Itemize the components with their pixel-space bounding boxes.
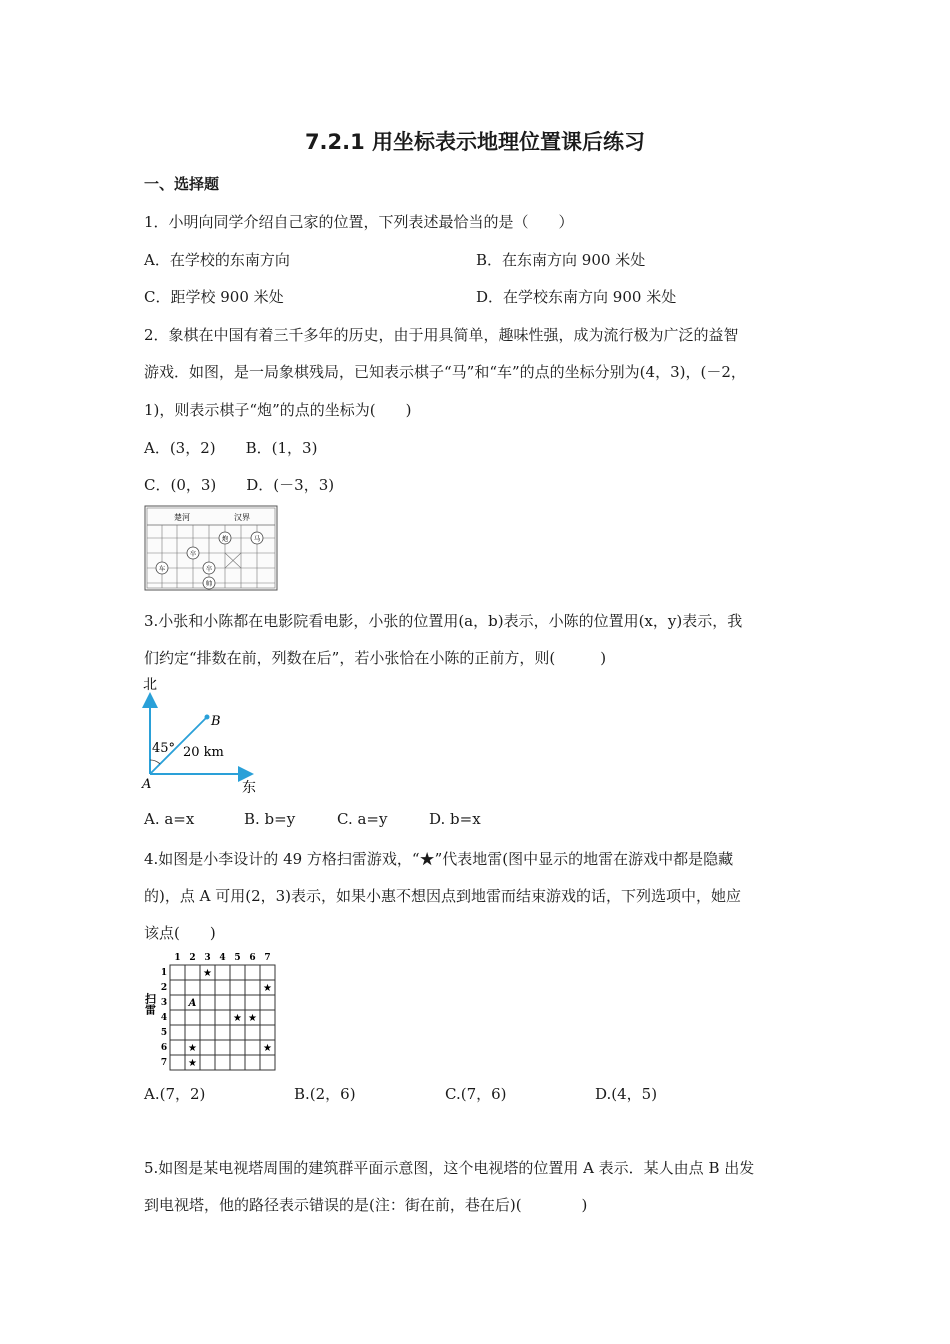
mine-star: ★ <box>263 1043 272 1054</box>
mine-star: ★ <box>188 1043 197 1054</box>
mine-star: ★ <box>188 1058 197 1069</box>
q5-line1: 5.如图是某电视塔周围的建筑群平面示意图，这个电视塔的位置用 A 表示．某人由点 B 出发 <box>144 1159 755 1177</box>
row-label-5: 5 <box>160 1028 168 1038</box>
section-heading: 一、选择题 <box>144 175 220 193</box>
q3-option-b: B. b=y <box>244 810 296 828</box>
point-a-label: A <box>142 777 152 792</box>
north-label: 北 <box>143 677 157 693</box>
piece-pao-label: 炮 <box>221 534 229 543</box>
col-label-3: 3 <box>204 953 211 963</box>
point-b-label: B <box>211 714 221 729</box>
col-label-7: 7 <box>264 953 271 963</box>
q4-line3: 该点( ) <box>144 924 216 942</box>
col-label-1: 1 <box>174 953 181 963</box>
piece-che-label: 车 <box>158 564 166 573</box>
q2-line3: 1)，则表示棋子“炮”的点的坐标为( ) <box>144 401 412 419</box>
row-label-6: 6 <box>160 1043 168 1053</box>
row-label-4: 4 <box>160 1013 168 1023</box>
q3-option-c: C. a=y <box>337 810 388 828</box>
col-label-6: 6 <box>249 953 256 963</box>
east-label: 东 <box>242 780 256 796</box>
q2-line1: 2．象棋在中国有着三千多年的历史，由于用具简单，趣味性强，成为流行极为广泛的益智 <box>144 326 739 344</box>
q4-option-a: A.(7，2) <box>144 1085 206 1103</box>
mine-star: ★ <box>248 1013 257 1024</box>
q1-stem: 1．小明向同学介绍自己家的位置，下列表述最恰当的是（ ） <box>144 213 574 231</box>
chess-board-figure <box>144 505 278 591</box>
col-label-2: 2 <box>189 953 196 963</box>
mine-star: ★ <box>203 968 212 979</box>
mine-star: ★ <box>263 983 272 994</box>
river-left-label: 楚河 <box>174 513 190 522</box>
col-label-5: 5 <box>234 953 241 963</box>
q4-option-b: B.(2，6) <box>294 1085 356 1103</box>
q2-options-ab: A．(3，2) B．(1，3) <box>144 439 318 457</box>
piece-shuai-label: 帅 <box>205 579 213 588</box>
q4-option-c: C.(7，6) <box>445 1085 507 1103</box>
q1-option-c: C．距学校 900 米处 <box>144 288 284 306</box>
q5-line2: 到电视塔，他的路径表示错误的是(注：街在前，巷在后)( ) <box>144 1196 588 1214</box>
mine-star: ★ <box>233 1013 242 1024</box>
row-label-7: 7 <box>160 1058 168 1068</box>
q4-option-d: D.(4，5) <box>595 1085 658 1103</box>
side-label: 扫雷 <box>143 993 157 1015</box>
q3-line2: 们约定“排数在前，列数在后”，若小张恰在小陈的正前方，则( ) <box>144 649 607 667</box>
minesweeper-grid-figure <box>140 950 280 1072</box>
q4-line2: 的)，点 A 可用(2，3)表示，如果小惠不想因点到地雷而结束游戏的话，下列选项中，她应 <box>144 887 742 905</box>
q2-options-cd: C．(0，3) D．(－3，3) <box>144 476 335 494</box>
mark-a: A <box>188 998 197 1009</box>
piece-zu-lower-label: 卒 <box>205 564 213 573</box>
direction-figure <box>140 674 270 798</box>
piece-ma-label: 马 <box>253 534 261 543</box>
angle-label: 45° <box>152 741 176 756</box>
q3-line1: 3.小张和小陈都在电影院看电影，小张的位置用(a，b)表示，小陈的位置用(x，y)表示，我 <box>144 612 743 630</box>
page-title: 7.2.1 用坐标表示地理位置课后练习 <box>304 130 646 154</box>
q1-option-a: A．在学校的东南方向 <box>144 251 290 269</box>
q1-option-b: B．在东南方向 900 米处 <box>476 251 646 269</box>
row-label-3: 3 <box>160 998 168 1008</box>
row-label-1: 1 <box>160 968 168 978</box>
q4-line1: 4.如图是小李设计的 49 方格扫雷游戏，“★”代表地雷(图中显示的地雷在游戏中都是隐藏 <box>144 850 734 868</box>
q3-option-a: A. a=x <box>144 810 195 828</box>
q2-line2: 游戏．如图，是一局象棋残局，已知表示棋子“马”和“车”的点的坐标分别为(4，3)，(－2， <box>144 363 746 381</box>
q3-option-d: D. b=x <box>429 810 481 828</box>
q1-option-d: D．在学校东南方向 900 米处 <box>476 288 677 306</box>
river-right-label: 汉界 <box>234 513 250 522</box>
row-label-2: 2 <box>160 983 168 993</box>
col-label-4: 4 <box>219 953 226 963</box>
piece-zu-upper-label: 卒 <box>189 549 197 558</box>
distance-label: 20 km <box>183 745 224 760</box>
